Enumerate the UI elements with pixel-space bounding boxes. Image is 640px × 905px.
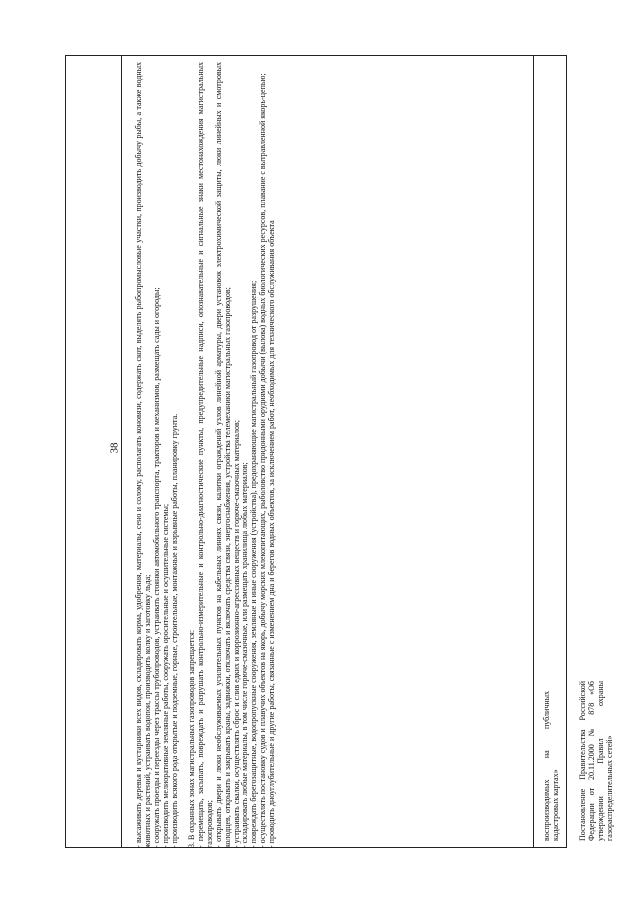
text-line: - высаживать деревья и кустарники всех видов, складировать корма, удобрения, материалы, сено и солому, располагать коновязи, содержать скот, выделять рыбопромысловые участки, производить добычу рыбы, а также водных животных и растений, устраивать водопои, производить колку и заготовку льда;: [134, 62, 152, 848]
text-line: - повреждать берегозащитные, водопропускные сооружения, земляные и иные сооружения (устройства), предохраняющие магистральный газопровод от разрушения;: [249, 280, 259, 848]
section-heading: 3. В охранных зонах магистральных газопроводов запрещается:: [186, 629, 196, 848]
legal-reference: Постановление Правительства Российской Федерации от 20.11.2000 № 878 «Об утверждении Правил охраны газораспределительных сетей»: [577, 681, 614, 841]
text-line: - осуществлять постановку судов и плавучих объектов на якорь, добычу морских млекопитающих, рыболовство придонными орудиями добычи (вылова) водных биологических ресурсов, плавание с вытравленной якорь-цепью;: [258, 73, 268, 848]
text-line: - складировать любые материалы, в том числе горюче-смазочные, или размещать хранилища любых материалов;: [240, 462, 250, 848]
legal-basis-column: [543, 141, 615, 841]
text-line: - проводить дноуглубительные и другие работы, связанные с изменением дна и берегов водных объектов, за исключением работ, необходимых для технического обслуживания объекта: [267, 220, 277, 848]
text-line: - открывать двери и люки необслуживаемых усилительных пунктов на кабельных линиях связи, калитки ограждений узлов линейной арматуры, двери установок электрохимической защиты, люки линейных и смотровых колодцев, открывать и закрывать краны, задвижки, отключать и включать средства связи, энергоснабжения, устройства телемеханики магистральных газопроводов;: [213, 62, 232, 848]
text-line: - перемещать, засыпать, повреждать и разрушать контрольно-измерительные и контрольно-диагностические пункты, предупредительные надписи, опознавательные и сигнальные знаки местонахождения магистральных газопроводов;: [195, 62, 214, 848]
text-line: - устраивать свалки, осуществлять сброс и слив едких и коррозионно-агрессивных веществ и горюче-смазочных материалов;: [231, 419, 241, 848]
text-line: воспроизводимых на публичных кадастровых картах»: [542, 691, 560, 841]
column-divider: [533, 56, 534, 847]
document-table: [65, 55, 614, 848]
column-divider: [121, 56, 122, 847]
restrictions-column: [135, 62, 277, 848]
text-line: - производить мелиоративные земляные работы, сооружать оросительные и осушительные системы;: [160, 503, 170, 848]
text-line: - сооружать проезды и переезды через трассы трубопроводов, устраивать стоянки автомобильного транспорта, тракторов и механизмов, размещать сады и огороды;: [151, 287, 161, 848]
text-line: - производить всякого рода открытые и подземные, горные, строительные, монтажные и взрывные работы, планировку грунта.: [169, 413, 179, 848]
page-number: 38: [108, 442, 121, 454]
